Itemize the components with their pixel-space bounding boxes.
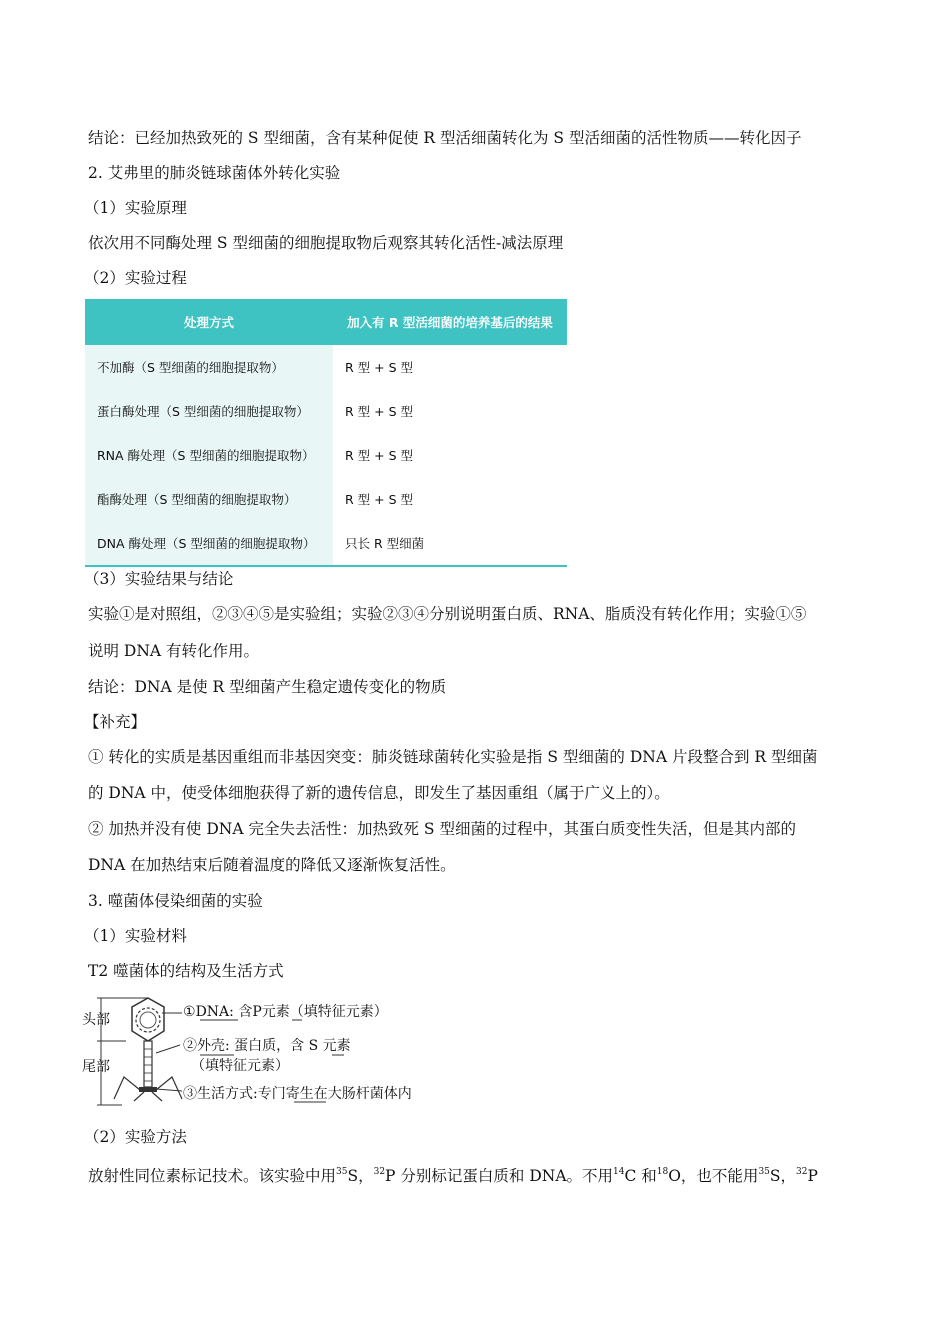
isotope-mass: 14 bbox=[613, 1167, 625, 1177]
annotation-answer: P bbox=[252, 1004, 262, 1020]
table-row bbox=[85, 477, 567, 521]
table-cell: R 型 + S 型 bbox=[333, 345, 567, 389]
method-text-part: P 分别标记蛋白质和 DNA。不用 bbox=[385, 1167, 614, 1185]
method-text-part: S， bbox=[347, 1167, 374, 1185]
annotation-number: ③ bbox=[183, 1086, 197, 1102]
table-row bbox=[85, 433, 567, 477]
isotope-mass: 32 bbox=[373, 1167, 386, 1177]
table-cell: 酯酶处理（S 型细菌的细胞提取物） bbox=[85, 477, 333, 521]
table-cell: R 型 + S 型 bbox=[333, 477, 567, 521]
table-row bbox=[85, 389, 567, 433]
table-header: 加入有 R 型活细菌的培养基后的结果 bbox=[333, 299, 567, 345]
method-text-part: S， bbox=[769, 1167, 797, 1185]
section-3-title: 3. 噬菌体侵染细菌的实验 bbox=[88, 892, 263, 910]
result-heading: （3）实验结果与结论 bbox=[84, 570, 234, 588]
result-text: 实验①是对照组，②③④⑤是实验组；实验②③④分别说明蛋白质、RNA、脂质没有转化作用；实验①⑤ bbox=[88, 605, 807, 623]
annotation-answer: 寄生 bbox=[285, 1086, 314, 1102]
method-text-part: C 和 bbox=[624, 1167, 657, 1185]
method-text-part: O，也不能用 bbox=[668, 1167, 759, 1185]
annotation-key: 外壳 bbox=[197, 1038, 225, 1054]
conclusion-transform-factor: 结论：已经加热致死的 S 型细菌，含有某种促使 R 型活细菌转化为 S 型活细菌的活性物质——转化因子 bbox=[88, 129, 802, 147]
table-header-row bbox=[85, 299, 567, 345]
material-text: T2 噬菌体的结构及生活方式 bbox=[88, 962, 284, 980]
table-cell: 不加酶（S 型细菌的细胞提取物） bbox=[85, 345, 333, 389]
head-label: 头部 bbox=[82, 1012, 110, 1028]
experiment-table bbox=[85, 299, 567, 567]
table-row bbox=[85, 345, 567, 389]
shell-annotation bbox=[183, 1038, 351, 1054]
shell-annotation-note: （填特征元素） bbox=[191, 1058, 289, 1074]
dna-annotation bbox=[183, 1004, 388, 1020]
table-cell: 蛋白酶处理（S 型细菌的细胞提取物） bbox=[85, 389, 333, 433]
supplement-2: ② 加热并没有使 DNA 完全失去活性：加热致死 S 型细菌的过程中，其蛋白质变性失活，但是其内部的 bbox=[88, 820, 796, 838]
isotope-mass: 35 bbox=[336, 1167, 348, 1177]
annotation-text: : 含 bbox=[229, 1004, 253, 1020]
isotope-mass: 35 bbox=[758, 1167, 770, 1177]
phage-structure-diagram bbox=[82, 993, 456, 1111]
annotation-number: ② bbox=[183, 1038, 197, 1054]
table-row bbox=[85, 521, 567, 566]
table-header: 处理方式 bbox=[85, 299, 333, 345]
annotation-key: DNA bbox=[195, 1004, 230, 1020]
principle-text: 依次用不同酶处理 S 型细菌的细胞提取物后观察其转化活性-减法原理 bbox=[88, 234, 564, 252]
supplement-2: DNA 在加热结束后随着温度的降低又逐渐恢复活性。 bbox=[88, 856, 456, 874]
annotation-text: 元素（填特征元素） bbox=[261, 1004, 388, 1020]
supplement-1: 的 DNA 中，使受体细胞获得了新的遗传信息，即发生了基因重组（属于广义上的）。 bbox=[88, 784, 670, 802]
annotation-text: 在大肠杆菌体内 bbox=[313, 1086, 412, 1102]
material-heading: （1）实验材料 bbox=[84, 927, 187, 945]
process-heading: （2）实验过程 bbox=[84, 269, 187, 287]
section-2-title: 2. 艾弗里的肺炎链球菌体外转化实验 bbox=[88, 164, 341, 182]
table-cell: RNA 酶处理（S 型细菌的细胞提取物） bbox=[85, 433, 333, 477]
annotation-answer: S bbox=[308, 1038, 319, 1054]
result-text: 说明 DNA 有转化作用。 bbox=[88, 642, 260, 660]
isotope-mass: 32 bbox=[796, 1167, 808, 1177]
table-cell: R 型 + S 型 bbox=[333, 433, 567, 477]
method-text-part: 放射性同位素标记技术。该实验中用 bbox=[88, 1167, 337, 1185]
conclusion-dna: 结论：DNA 是使 R 型细菌产生稳定遗传变化的物质 bbox=[88, 678, 447, 696]
supplement-1: ① 转化的实质是基因重组而非基因突变：肺炎链球菌转化实验是指 S 型细菌的 DNA 片段整合到 R 型细菌 bbox=[88, 748, 818, 766]
principle-heading: （1）实验原理 bbox=[84, 199, 187, 217]
method-heading: （2）实验方法 bbox=[84, 1128, 187, 1146]
annotation-text: :专门 bbox=[253, 1086, 286, 1102]
lifestyle-annotation bbox=[183, 1086, 412, 1102]
method-text bbox=[88, 1162, 818, 1186]
annotation-text: 元素 bbox=[318, 1038, 351, 1054]
annotation-text: : 蛋白质，含 bbox=[225, 1038, 309, 1054]
supplement-heading: 【补充】 bbox=[84, 713, 147, 731]
isotope-mass: 18 bbox=[656, 1167, 669, 1177]
table-cell: R 型 + S 型 bbox=[333, 389, 567, 433]
method-text-part: P bbox=[807, 1167, 818, 1185]
table-cell: DNA 酶处理（S 型细菌的细胞提取物） bbox=[85, 521, 333, 566]
table-cell: 只长 R 型细菌 bbox=[333, 521, 567, 566]
annotation-number: ① bbox=[183, 1004, 196, 1020]
tail-label: 尾部 bbox=[82, 1059, 110, 1075]
annotation-key: 生活方式 bbox=[197, 1086, 253, 1102]
